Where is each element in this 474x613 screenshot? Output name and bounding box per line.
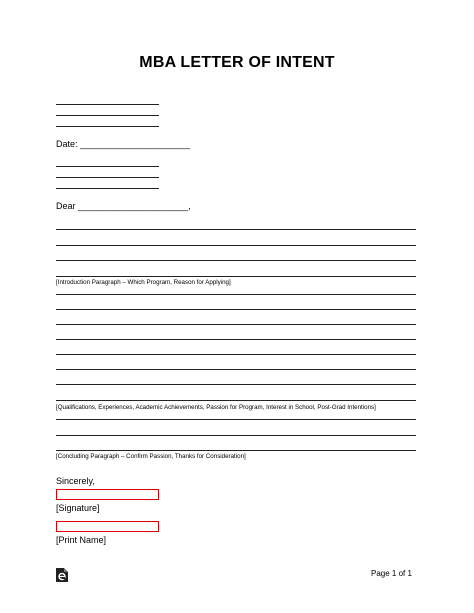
body-line[interactable] (56, 260, 416, 261)
qualifications-note: [Qualifications, Experiences, Academic Achievements, Passion for Program, Interest in School, Post-Grad Intentions] (56, 404, 376, 411)
date-field[interactable]: ______________________ (80, 139, 191, 149)
page-title: MBA LETTER OF INTENT (139, 54, 335, 71)
body-line[interactable] (56, 450, 416, 451)
sender-address-line-3 (56, 126, 159, 127)
body-line[interactable] (56, 354, 416, 355)
concluding-note: [Concluding Paragraph – Confirm Passion, Thanks for Consideration] (56, 453, 246, 460)
recipient-address-line-3 (56, 188, 159, 189)
body-line[interactable] (56, 245, 416, 246)
body-line[interactable] (56, 384, 416, 385)
intro-paragraph-note: [Introduction Paragraph – Which Program, Reason for Applying] (56, 279, 231, 286)
date-label-text: Date: (56, 139, 78, 149)
body-line[interactable] (56, 400, 416, 401)
eforms-e-logo-icon (56, 568, 68, 582)
date-label (56, 139, 190, 149)
body-line[interactable] (56, 324, 416, 325)
print-name-field[interactable] (56, 521, 159, 532)
signature-field[interactable] (56, 489, 159, 500)
body-line[interactable] (56, 435, 416, 436)
body-line[interactable] (56, 339, 416, 340)
sender-address-line-1 (56, 104, 159, 105)
page-number: Page 1 of 1 (371, 569, 412, 578)
body-line[interactable] (56, 229, 416, 230)
body-line[interactable] (56, 369, 416, 370)
body-line[interactable] (56, 276, 416, 277)
sender-address-line-2 (56, 115, 159, 116)
body-line[interactable] (56, 294, 416, 295)
closing-text: Sincerely, (56, 476, 95, 486)
body-line[interactable] (56, 309, 416, 310)
signature-label: [Signature] (56, 503, 100, 513)
recipient-address-line-2 (56, 177, 159, 178)
recipient-address-line-1 (56, 166, 159, 167)
salutation (56, 201, 191, 211)
print-name-label: [Print Name] (56, 535, 107, 545)
recipient-name-field[interactable]: ______________________, (78, 201, 191, 211)
body-line[interactable] (56, 419, 416, 420)
salutation-label: Dear (56, 201, 76, 211)
